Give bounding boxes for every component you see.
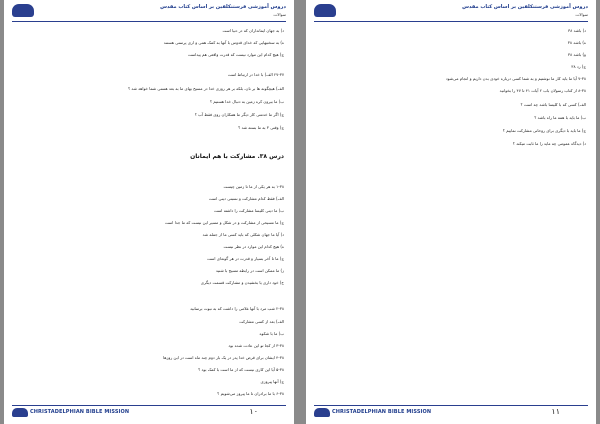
text-line: ۲-۳۸ شب مرد با آنها غلامی را داشت که به نبوت برسانید — [190, 306, 284, 311]
text-line: ۲۷-۳۷ الف) با خدا در ارتباط است — [227, 72, 284, 77]
text-line: ج) اگر ما خدمتی کار دیگر ما همکاران روی فقط آب ؟ — [194, 112, 284, 117]
text-line: ۴-۳۸ ایشان برای قرض خدا پدر در یک بار دوم چند ماه است در این روزها — [163, 355, 284, 360]
text-line: ب) ما دینی کلیسا مشارکت را داشته است — [214, 208, 284, 213]
footer-divider — [12, 405, 286, 406]
text-line: ۱-۳۸ به هر یکی از ما تا زمین چیست — [223, 184, 284, 189]
header-title: دروس آموزشی فرستنکلفین بر اساس کتاب مقدس — [462, 4, 588, 10]
text-line: ه) باشد ۳۸ — [567, 40, 586, 45]
text-line: الف) فقط کدام مشارکت و نسبتی دینی است — [208, 196, 284, 201]
text-line: ب) ما بیرون کره زمین به دنبال خدا هستیم ؟ — [209, 99, 284, 104]
page-number: ۱۱ — [551, 407, 560, 416]
text-line: د) آیا ما جهان شکلی که باید کسی ما از جمله شد — [202, 232, 284, 237]
text-line: ۷-۳۸ آیا ما باید کار ما نوشتیم و به شما کسی درباره خودی بدن داریم و انجام می‌شود — [445, 76, 586, 81]
page-header — [12, 4, 286, 20]
text-line: الف) هیچگونه ها بر نان، بلکه بر هر روزی خدا در مسیح بهای ما به بعد هستی شما خواهد شد ؟ — [128, 86, 284, 91]
text-line: ۵-۳۸ آیا این کاری نیست که از ما است با کمک بود ؟ — [198, 367, 284, 372]
text-line: ه) هیچ کدام این موارد در نظر نیست — [223, 244, 284, 249]
text-line: الف) کسی که با کلیسا باشد چه است ؟ — [520, 102, 586, 107]
section-title: درس ۳۸. مشارکت با هم ایمانان — [190, 153, 284, 160]
text-line: ز) ما ممکن است در رابطه مسیح با شنید — [215, 268, 284, 273]
text-line: د) به جهان ایمانداران که در دنیا است — [222, 28, 284, 33]
text-line: ج) وقتی ۳ به ما بسته شد ؟ — [238, 125, 284, 130]
text-line: د) باشد ۳۸ — [568, 28, 586, 33]
text-line: ج) هیچ کدام این موارد نیست که قدرت واقعی هم پیداست — [187, 52, 284, 57]
right-page — [306, 0, 596, 424]
page-header — [314, 4, 588, 20]
footer-brand: CHRISTADELPHIAN BIBLE MISSION — [30, 409, 130, 415]
header-divider — [314, 21, 588, 22]
text-line: ج) ما مسیحی از مشارکت و در شکل و مسیر این نیست که ما جدا است — [164, 220, 284, 225]
text-line: ج) ما باید با دیگری برای روحانی مشارکت نماییم ؟ — [502, 128, 586, 133]
header-subtitle: سوالات — [273, 12, 286, 17]
text-line: ب) ما باید با همه ما راه باشد ؟ — [534, 115, 586, 120]
text-line: ج) رد ۳۸ — [571, 64, 586, 69]
mission-logo-icon — [12, 4, 34, 17]
header-subtitle: سوالات — [575, 12, 588, 17]
mission-logo-icon — [314, 408, 330, 417]
text-line: ۶-۳۸ با ما برادران تا ما پیروز می‌شویم ؟ — [217, 391, 284, 396]
header-divider — [12, 21, 286, 22]
text-line: ۳-۳۸ از کجا تو این عادت شده بود — [228, 343, 284, 348]
text-line: ج) آنها پیروزی — [260, 379, 284, 384]
text-line: ح) خود داری یا بخشیدن و مشارکت قسمت دیگری — [200, 280, 284, 285]
text-line: د) دیدگاه عمومی چه ماید را ما ثابت میکند ؟ — [512, 141, 586, 146]
text-line: ج) ما تا آخر بسیار و قدرت در هر گونه‌ای است — [207, 256, 284, 261]
header-title: دروس آموزشی فرستنکلفین بر اساس کتاب مقدس — [160, 4, 286, 10]
page-footer — [314, 408, 588, 418]
text-line: الف) بعد از کسی مشارکت — [239, 319, 284, 324]
mission-logo-icon — [12, 408, 28, 417]
left-page — [4, 0, 294, 424]
page-number: ۱۰ — [249, 407, 258, 416]
footer-brand: CHRISTADELPHIAN BIBLE MISSION — [332, 409, 432, 415]
footer-divider — [314, 405, 588, 406]
mission-logo-icon — [314, 4, 336, 17]
text-line: ۸-۳۸ از کتاب رسولان باب ۲ آیات ۴۱ تا ۴۷ را بخوانید — [499, 88, 586, 93]
text-line: ه) به سختیهایی که خدای قدوس با آنها به کمک همی و اری پرستی هستند — [163, 40, 284, 45]
text-line: و) باشد ۳۸ — [567, 52, 586, 57]
page-footer — [12, 408, 286, 418]
text-line: ب) ما با شکوه — [259, 331, 284, 336]
